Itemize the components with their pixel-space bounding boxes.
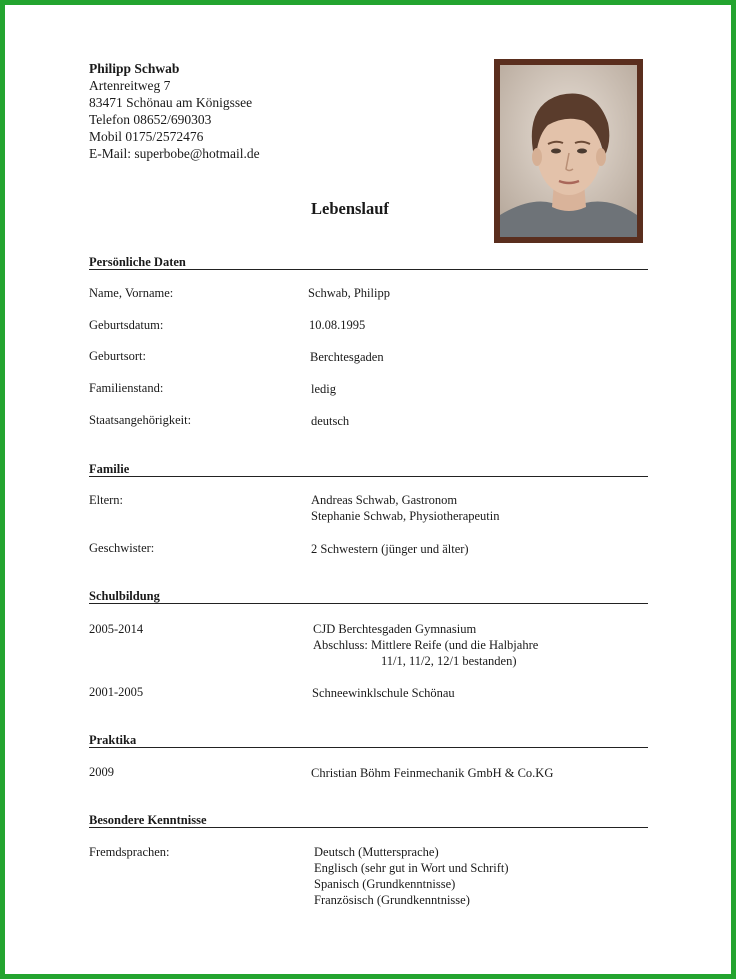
language-item: Deutsch (Muttersprache): [314, 845, 439, 859]
section-heading-family: Familie: [89, 462, 648, 477]
portrait-image: [500, 65, 637, 237]
school-degree-detail: 11/1, 11/2, 12/1 bestanden): [381, 654, 517, 668]
school-years-2: 2001-2005: [89, 685, 144, 699]
label-name: Name, Vorname:: [89, 286, 174, 300]
parent-father: Andreas Schwab, Gastronom: [311, 493, 458, 507]
label-nationality: Staatsangehörigkeit:: [89, 413, 192, 427]
section-heading-personal: Persönliche Daten: [89, 255, 648, 270]
value-parents: [311, 492, 500, 524]
parent-mother: Stephanie Schwab, Physiotherapeutin: [311, 509, 500, 523]
value-name: Schwab, Philipp: [308, 286, 390, 300]
contact-mobile: Mobil 0175/2572476: [89, 129, 204, 144]
internship-company: Christian Böhm Feinmechanik GmbH & Co.KG: [311, 766, 554, 780]
section-heading-skills: Besondere Kenntnisse: [89, 813, 648, 828]
value-birthdate: 10.08.1995: [309, 318, 366, 332]
label-siblings: Geschwister:: [89, 541, 155, 555]
school-name-1: CJD Berchtesgaden Gymnasium: [313, 622, 477, 636]
language-list: [314, 844, 509, 908]
value-marital-status: ledig: [311, 382, 336, 396]
section-heading-internships: Praktika: [89, 733, 648, 748]
document-title: Lebenslauf: [311, 199, 389, 218]
contact-street: Artenreitweg 7: [89, 78, 171, 93]
contact-phone: Telefon 08652/690303: [89, 112, 212, 127]
school-degree: Abschluss: Mittlere Reife (und die Halbjahre: [313, 638, 539, 652]
school-name-2: Schneewinklschule Schönau: [312, 686, 455, 700]
applicant-name: Philipp Schwab: [89, 61, 180, 76]
label-birthdate: Geburtsdatum:: [89, 318, 164, 332]
label-parents: Eltern:: [89, 493, 124, 507]
value-nationality: deutsch: [311, 414, 350, 428]
language-item: Französisch (Grundkenntnisse): [314, 893, 470, 907]
internship-year: 2009: [89, 765, 114, 779]
section-heading-school: Schulbildung: [89, 589, 648, 604]
applicant-photo: [494, 59, 643, 243]
contact-city: 83471 Schönau am Königssee: [89, 95, 253, 110]
contact-email: E-Mail: superbobe@hotmail.de: [89, 146, 260, 161]
language-item: Spanisch (Grundkenntnisse): [314, 877, 456, 891]
label-languages: Fremdsprachen:: [89, 845, 170, 859]
contact-block: [89, 60, 260, 162]
value-siblings: 2 Schwestern (jünger und älter): [311, 542, 469, 556]
value-birthplace: Berchtesgaden: [310, 350, 384, 364]
school-years-1: 2005-2014: [89, 622, 144, 636]
label-marital-status: Familienstand:: [89, 381, 164, 395]
school-entry-1: [313, 621, 538, 669]
language-item: Englisch (sehr gut in Wort und Schrift): [314, 861, 509, 875]
label-birthplace: Geburtsort:: [89, 349, 146, 363]
